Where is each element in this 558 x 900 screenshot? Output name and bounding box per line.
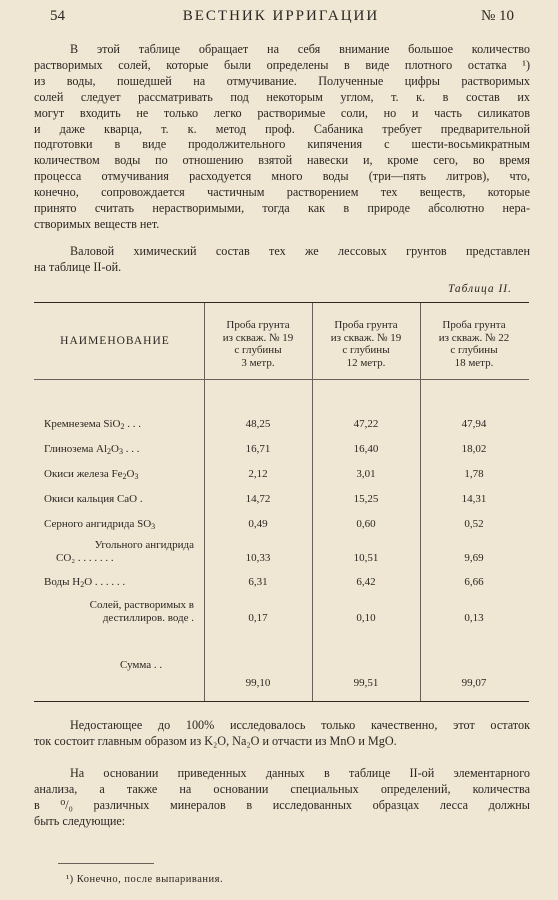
text-line: В этой таблице обращает на себя внимание большое количество bbox=[70, 42, 530, 56]
table-cell: 15,25 bbox=[353, 493, 379, 505]
table-cell: 0,60 bbox=[356, 518, 376, 530]
text-line: на таблице II-ой. bbox=[34, 259, 122, 274]
row-label-subscript: 3 bbox=[119, 447, 123, 456]
column-header-sample-2 bbox=[312, 319, 420, 369]
row-label-iron-oxide bbox=[44, 468, 194, 483]
column-header-line: Проба грунта bbox=[226, 319, 290, 331]
column-header-line: 18 метр. bbox=[454, 356, 494, 369]
table-cell: 16,71 bbox=[245, 443, 271, 455]
row-label-subscript: 2 bbox=[80, 580, 85, 589]
text-line: На основании приведенных данных в таблице II-ой элементарного bbox=[70, 766, 530, 780]
table-cell: 14,72 bbox=[245, 493, 271, 505]
footnote: ¹) Конечно, после выпаривания. bbox=[66, 874, 224, 885]
issue-number: № 10 bbox=[480, 8, 514, 24]
row-label-text: Серного ангидрида SO bbox=[44, 518, 152, 530]
table-cell: 47,22 bbox=[353, 418, 379, 430]
paragraph-missing-oxides bbox=[34, 718, 530, 750]
table-cell: 1,78 bbox=[464, 468, 484, 480]
row-label-water bbox=[44, 576, 194, 591]
row-label-line: Солей, растворимых в bbox=[89, 599, 194, 611]
column-header-line: 3 метр. bbox=[241, 356, 275, 369]
row-label-subscript: 2 bbox=[120, 422, 125, 431]
text-line: конечно, сопровождается частичным растворением тех веществ, которые bbox=[34, 185, 530, 200]
column-header-line: Проба грунта bbox=[442, 319, 506, 331]
composition-table bbox=[34, 302, 529, 702]
paragraph-soluble-salts bbox=[34, 42, 530, 233]
text-line: количеством воды по отношению взятой навески и, кроме сего, во время bbox=[34, 153, 530, 168]
name-column-header: НАИМЕНОВАНИЕ bbox=[60, 335, 170, 347]
table-cell: 18,02 bbox=[461, 443, 487, 455]
table-cell: 0,49 bbox=[248, 518, 268, 530]
row-label-dots: . . . bbox=[123, 443, 140, 455]
text-line: анализа, а также на основании специальных определений, количества bbox=[34, 781, 530, 796]
row-label-line: Угольного ангидрида bbox=[94, 539, 194, 551]
row-label-text: O bbox=[84, 576, 93, 588]
text-line: в ⁰/₀ различных минералов в исследованных образцах лесса должны bbox=[34, 797, 530, 812]
table-cell: 48,25 bbox=[245, 418, 271, 430]
text-line: солей следует рассматривать под некоторым углом, т. к. в состав их bbox=[34, 89, 530, 104]
row-label-text: O bbox=[111, 443, 119, 455]
table-cell: 10,51 bbox=[353, 552, 379, 564]
column-header-line: с глубины bbox=[450, 344, 498, 356]
text-line: Валовой химический состав тех же лессовых грунтов представлен bbox=[70, 244, 530, 258]
column-header-line: 12 метр. bbox=[346, 356, 386, 369]
row-label-dots: . . . . . . bbox=[92, 576, 126, 588]
row-label-subscript: 2 bbox=[107, 447, 112, 456]
table-cell: 10,33 bbox=[245, 552, 271, 564]
column-header-line: из скваж. № 19 bbox=[330, 331, 402, 344]
text-line: подготовки в виде продолжительного кипячения с шести-восьмикратным bbox=[34, 137, 530, 152]
column-header-line: из скваж. № 19 bbox=[222, 331, 294, 344]
column-header-line: из скваж. № 22 bbox=[438, 331, 510, 344]
row-label-silica bbox=[44, 418, 194, 433]
text-line: и даже кварца, т. к. метод проф. Сабаника требует предварительной bbox=[34, 121, 530, 136]
paragraph-mineral-content bbox=[34, 766, 530, 830]
sum-cell: 99,07 bbox=[461, 677, 487, 689]
text-line: Недостающее до 100% исследовалось только качественно, этот остаток bbox=[70, 718, 530, 732]
text-line: растворимых солей, которые были определены в виде плотного остатка ¹) bbox=[34, 57, 530, 72]
column-header-line: с глубины bbox=[342, 344, 390, 356]
text-line: принято считать нерастворимыми, тогда как в природе абсолютно нера- bbox=[34, 201, 530, 216]
row-label-text: Глинозема Al bbox=[44, 443, 108, 455]
row-label-dots: . bbox=[137, 493, 143, 505]
page-header bbox=[34, 8, 528, 32]
text-line: из воды, пошедшей на отмучивание. Полученные цифры растворимых bbox=[34, 73, 530, 88]
table-caption: Таблица II. bbox=[447, 283, 512, 295]
table-cell: 14,31 bbox=[461, 493, 487, 505]
row-label-subscript: 2 bbox=[122, 472, 127, 481]
table-cell: 3,01 bbox=[356, 468, 376, 480]
table-cell: 16,40 bbox=[353, 443, 379, 455]
row-label-text: Кремнезема SiO bbox=[44, 418, 121, 430]
row-label-line: CO₂ . . . . . . . bbox=[56, 552, 114, 564]
row-label-subscript: 3 bbox=[151, 522, 156, 531]
sum-cell: 99,51 bbox=[353, 677, 379, 689]
page-number: 54 bbox=[50, 8, 65, 24]
sum-cell: 99,10 bbox=[245, 677, 271, 689]
row-label-soluble-salts bbox=[44, 599, 194, 625]
table-cell: 6,42 bbox=[356, 576, 376, 588]
column-header-line: с глубины bbox=[234, 344, 282, 356]
paragraph-bulk-composition bbox=[34, 244, 530, 276]
row-label-alumina bbox=[44, 443, 194, 458]
text-line: процесса отмучивания расходуется много воды (три—пять литров), что, bbox=[34, 169, 530, 184]
sum-label: Сумма . . bbox=[120, 659, 163, 671]
row-label-text: Окиси кальция CaO bbox=[44, 493, 138, 505]
text-line: створимых веществ нет. bbox=[34, 216, 160, 231]
row-label-dots: . . . bbox=[124, 418, 141, 430]
row-label-subscript: 3 bbox=[134, 472, 139, 481]
text-line: могут входить не только легко растворимые соли, но и часть силикатов bbox=[34, 105, 530, 120]
table-cell: 6,31 bbox=[248, 576, 268, 588]
row-label-carbonic-anhydride bbox=[44, 539, 194, 565]
table-cell: 0,13 bbox=[464, 612, 484, 624]
text-line: ток состоит главным образом из K₂O, Na₂O и отчасти из MnO и MgO. bbox=[34, 733, 397, 748]
column-header-line: Проба грунта bbox=[334, 319, 398, 331]
row-label-calcium-oxide bbox=[44, 493, 194, 506]
row-label-line: дестиллиров. воде . bbox=[102, 612, 194, 624]
journal-title: ВЕСТНИК ИРРИГАЦИИ bbox=[182, 8, 380, 24]
table-cell: 9,69 bbox=[464, 552, 484, 564]
row-label-text: Окиси железа Fe bbox=[44, 468, 123, 480]
table-cell: 0,10 bbox=[356, 612, 376, 624]
table-cell: 6,66 bbox=[464, 576, 484, 588]
table-cell: 2,12 bbox=[248, 468, 268, 480]
column-header-sample-3 bbox=[420, 319, 528, 369]
table-cell: 0,17 bbox=[248, 612, 268, 624]
row-label-sulfuric-anhydride bbox=[44, 518, 194, 533]
text-line: быть следующие: bbox=[34, 813, 126, 828]
table-cell: 0,52 bbox=[464, 518, 484, 530]
row-label-text: O bbox=[126, 468, 135, 480]
row-label-text: Воды H bbox=[44, 576, 81, 588]
column-header-sample-1 bbox=[204, 319, 312, 369]
header-rule bbox=[34, 379, 529, 380]
footnote-rule bbox=[58, 863, 154, 864]
table-cell: 47,94 bbox=[461, 418, 487, 430]
